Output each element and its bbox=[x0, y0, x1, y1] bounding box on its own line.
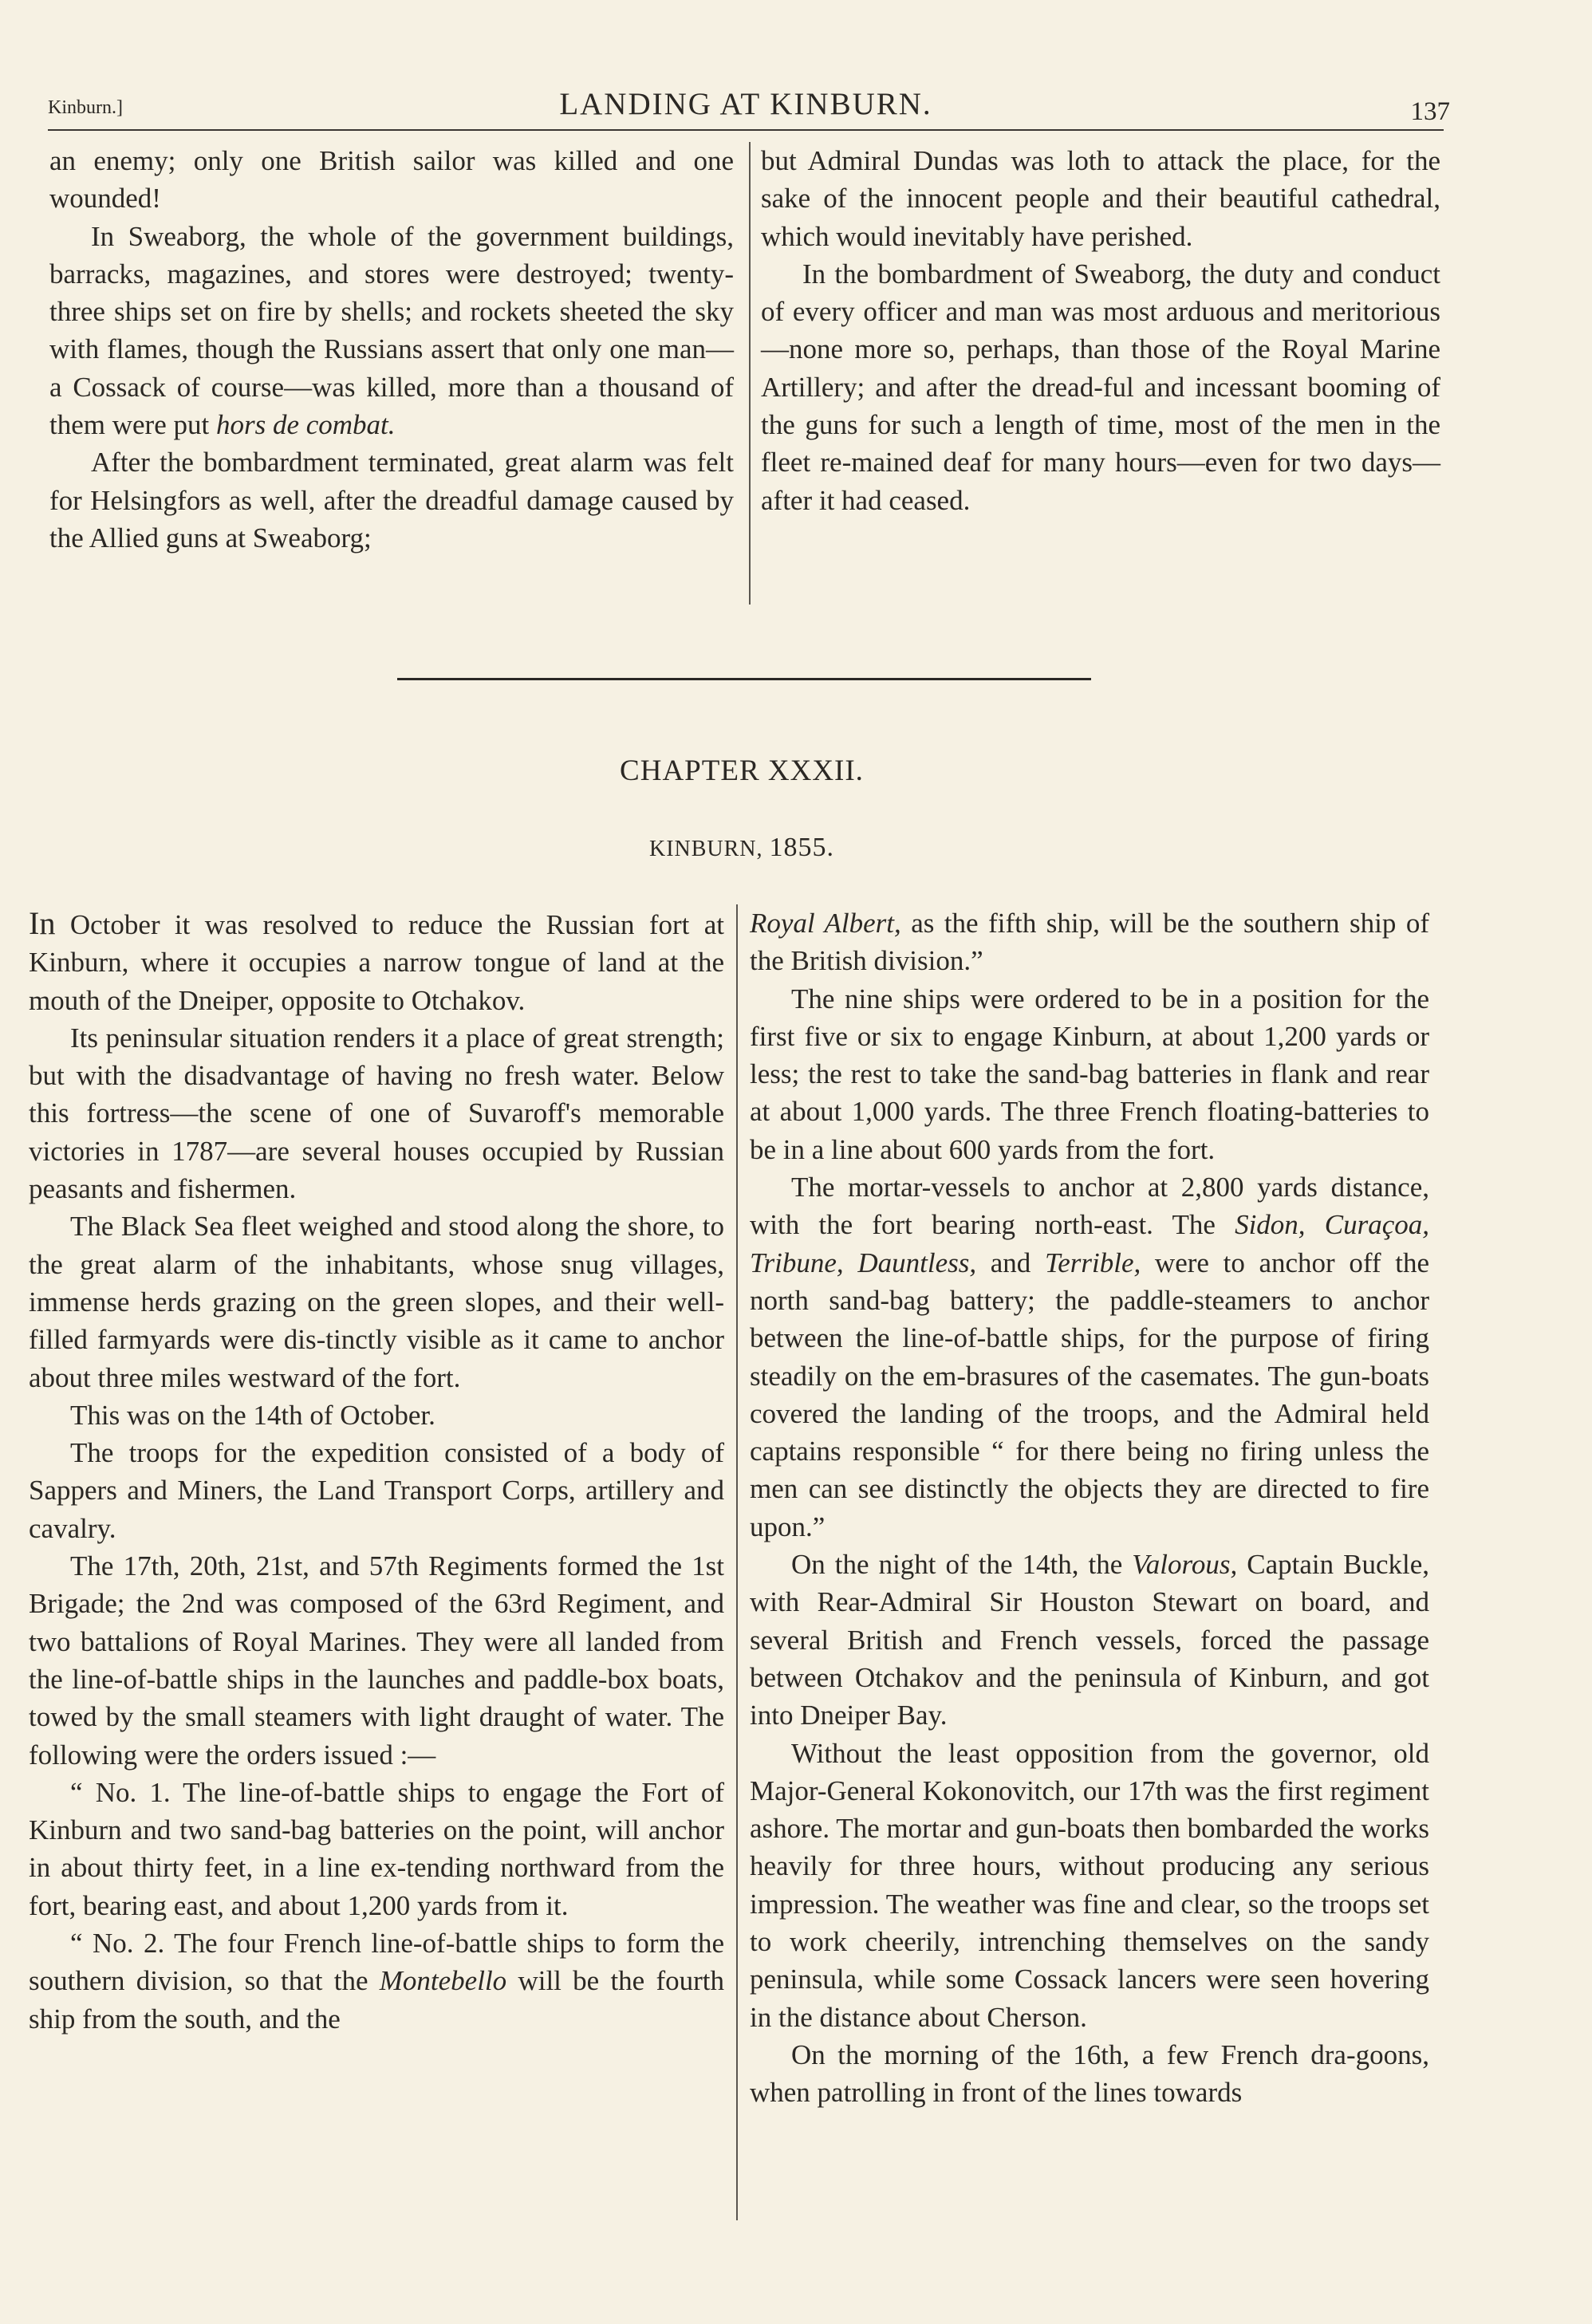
paragraph bbox=[29, 904, 724, 1019]
paragraph: In the bombardment of Sweaborg, the duty and conduct of every officer and man was most arduous and meritorious—none more so, perhaps, than those of the Royal Marine Artillery; and after the dread-ful and incessant booming of the guns for such a length of time, most of the men in the fleet re-mained deaf for many hours—even for two days—after it had ceased. bbox=[761, 258, 1440, 516]
paragraph bbox=[750, 1168, 1429, 1546]
paragraph-text: The mortar-vessels to anchor at 2,800 yards distance, with the fort bearing north-east. The bbox=[750, 1172, 1429, 1241]
ship-name: Dauntless, bbox=[857, 1247, 977, 1278]
paragraph: On the morning of the 16th, a few French dra-goons, when patrolling in front of the lines towards bbox=[750, 2038, 1429, 2109]
section-marker: Kinburn.] bbox=[48, 97, 123, 118]
ship-name: Tribune, bbox=[750, 1247, 844, 1278]
ship-name: Montebello bbox=[379, 1965, 507, 1997]
paragraph bbox=[49, 218, 734, 444]
paragraph-text: as the fifth ship, will be the southern ship of the British division.” bbox=[750, 908, 1430, 977]
paragraph: The nine ships were ordered to be in a position for the first five or six to engage Kinburn, at about 1,200 yards or less; the rest to take the sand-bag batteries in flank and rear at about 1,000 yards. The three French floating-batteries to be in a line about 600 yards from the fort. bbox=[750, 983, 1429, 1165]
paragraph-text: “ No. 2. The four French line-of-battle ships to form the southern division, so that the bbox=[29, 1928, 724, 1997]
paragraph-text: October it was resolved to reduce the Russian fort at Kinburn, where it occupies a narrow tongue of land at the mouth of the Dneiper, opposite to Otchakov. bbox=[29, 909, 724, 1016]
chapter-subtitle bbox=[0, 833, 1484, 863]
bottom-right-column bbox=[750, 904, 1429, 2112]
paragraph-text: On the night of the 14th, the bbox=[791, 1549, 1123, 1581]
paragraph: The Black Sea fleet weighed and stood along the shore, to the great alarm of the inhabitants, whose snug villages, immense herds grazing on the green slopes, and their well-filled farmyards were dis-tinctly visible as it came to anchor about three miles westward of the fort. bbox=[29, 1211, 724, 1393]
top-right-column bbox=[761, 142, 1440, 519]
paragraph: but Admiral Dundas was loth to attack the place, for the sake of the innocent people and their beautiful cathedral, which would inevitably have perished. bbox=[761, 145, 1440, 252]
bottom-left-column bbox=[29, 904, 724, 2038]
paragraph-text: were to anchor off the north sand-bag battery; the paddle-steamers to anchor between the line-of-battle ships, for the purpose of firing steadily on the em-brasures of the casemates. The gun-boats covered the landing of the troops, and the Admiral held captains responsible “ for there being no firing unless the men can see distinctly the objects they are directed to fire upon.” bbox=[750, 1247, 1429, 1542]
paragraph: The 17th, 20th, 21st, and 57th Regiments formed the 1st Brigade; the 2nd was composed of the 63rd Regiment, and two battalions of Royal Marines. They were all landed from the line-of-battle ships in the launches and paddle-box boats, towed by the small steamers with light draught of water. The following were the orders issued :— bbox=[29, 1550, 724, 1771]
paragraph: Without the least opposition from the governor, old Major-General Kokonovitch, our 17th was the first regiment ashore. The mortar and gun-boats then bombarded the works heavily for three hours, without producing any serious impression. The weather was fine and clear, so the troops set to work cheerily, intrenching themselves on the sandy peninsula, while some Cossack lancers were seen hovering in the distance about Cherson. bbox=[750, 1737, 1429, 2033]
ship-name: Sidon, bbox=[1235, 1209, 1306, 1241]
top-left-column bbox=[49, 142, 734, 557]
ship-name: Royal Albert, bbox=[750, 908, 901, 939]
paragraph bbox=[29, 1924, 724, 2038]
ship-name: Terrible, bbox=[1044, 1247, 1141, 1278]
ship-name: Valorous, bbox=[1132, 1549, 1238, 1581]
chapter-title: CHAPTER XXXII. bbox=[620, 754, 864, 787]
running-header bbox=[48, 86, 1450, 128]
section-separator bbox=[397, 678, 1091, 680]
paragraph bbox=[750, 904, 1429, 980]
paragraph-text: will be the fourth ship from the south, and the bbox=[29, 1965, 725, 2034]
paragraph-text: In Sweaborg, the whole of the government buildings, barracks, magazines, and stores were destroyed; twenty-three ships set on fire by shells; and rockets sheeted the sky with flames, though the Russians assert that only one man—a Cossack of course—was killed, more than a thousand of them were put bbox=[49, 220, 734, 441]
paragraph: Its peninsular situation renders it a place of great strength; but with the disadvantage of having no fresh water. Below this fortress—the scene of one of Suvaroff's memorable victories in 1787—are several houses occupied by Russian peasants and fishermen. bbox=[29, 1022, 724, 1205]
paragraph-text: and bbox=[990, 1247, 1031, 1278]
column-divider bbox=[749, 142, 751, 605]
paragraph: The troops for the expedition consisted of a body of Sappers and Miners, the Land Transport Corps, artillery and cavalry. bbox=[29, 1437, 724, 1544]
italic-phrase: hors de combat. bbox=[215, 409, 396, 441]
subtitle-year: 1855. bbox=[769, 833, 835, 862]
ship-name: Curaçoa, bbox=[1324, 1209, 1429, 1241]
paragraph bbox=[750, 1546, 1429, 1734]
page-number: 137 bbox=[1410, 97, 1450, 126]
column-divider bbox=[736, 904, 738, 2220]
running-title: LANDING AT KINBURN. bbox=[559, 87, 932, 121]
paragraph: After the bombardment terminated, great alarm was felt for Helsingfors as well, after the dreadful damage caused by the Allied guns at Sweaborg; bbox=[49, 447, 734, 553]
paragraph: This was on the 14th of October. bbox=[70, 1399, 435, 1431]
opening-word: In bbox=[29, 905, 56, 941]
paragraph: an enemy; only one British sailor was killed and one wounded! bbox=[49, 145, 734, 215]
subtitle-place: KINBURN, bbox=[648, 837, 763, 861]
paragraph: “ No. 1. The line-of-battle ships to engage the Fort of Kinburn and two sand-bag batteries on the point, will anchor in about thirty feet, in a line ex-tending northward from the fort, bearing east, and about 1,200 yards from it. bbox=[29, 1776, 724, 1921]
paragraph-text: Captain Buckle, with Rear-Admiral Sir Houston Stewart on board, and several British and French vessels, forced the passage between Otchakov and the peninsula of Kinburn, and got into Dneiper Bay. bbox=[750, 1549, 1430, 1731]
header-rule bbox=[48, 129, 1444, 131]
